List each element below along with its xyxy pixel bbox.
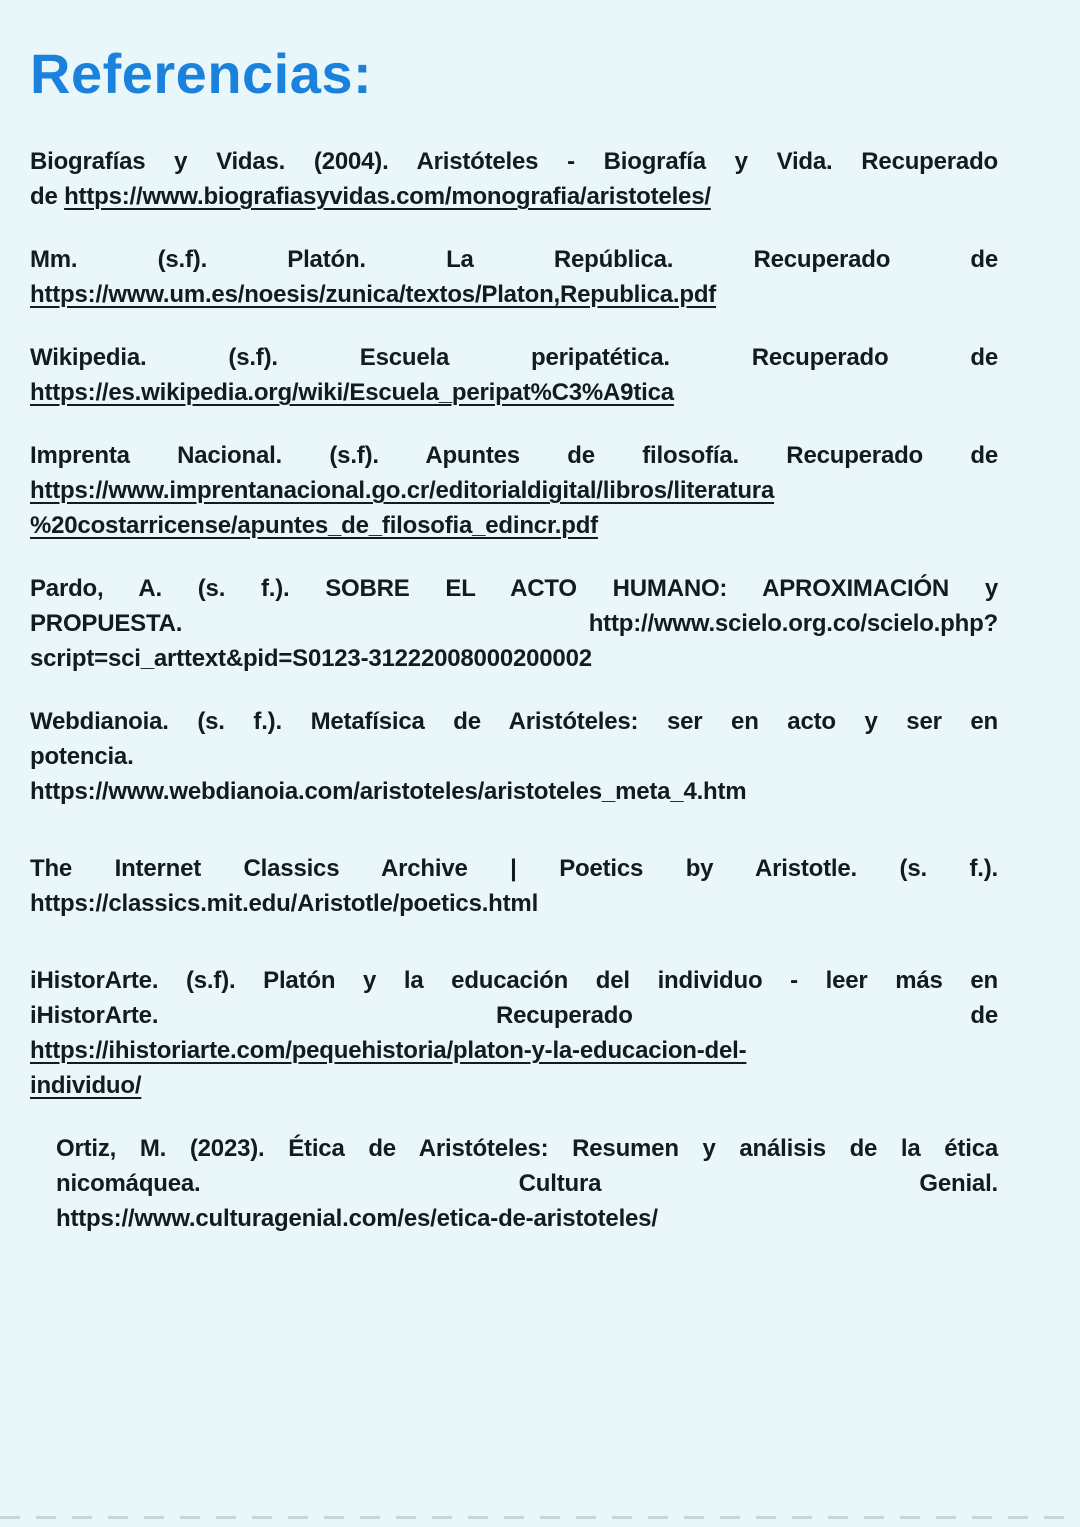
page-edge-dashes (0, 1516, 1080, 1519)
reference-line (30, 704, 998, 739)
reference-line (30, 144, 998, 179)
reference-link[interactable]: http://www.scielo.org.co/scielo.php? (588, 610, 998, 637)
reference-line (30, 242, 998, 277)
reference-line (30, 641, 998, 676)
reference-text: Webdianoia. (s. f.). Metafísica de Aristóteles: ser en acto y ser en (30, 708, 998, 735)
reference-text: iHistorArte. Recuperado de (30, 1002, 998, 1029)
reference-text: Mm. (s.f). Platón. La República. Recuperado de (30, 246, 998, 273)
reference-link[interactable]: script=sci_arttext&pid=S0123-31222008000200002 (30, 645, 592, 672)
reference-text: de (30, 183, 65, 210)
reference-text: The Internet Classics Archive | Poetics by Aristotle. (s. f.). (30, 855, 998, 882)
reference-item (30, 571, 998, 676)
reference-text: iHistorArte. (s.f). Platón y la educación del individuo - leer más en (30, 967, 998, 994)
reference-link[interactable]: https://www.biografiasyvidas.com/monografia/aristoteles/ (64, 183, 711, 210)
reference-text: Ortiz, M. (2023). Ética de Aristóteles: Resumen y análisis de la ética (56, 1135, 998, 1162)
reference-link[interactable]: https://www.imprentanacional.go.cr/editorialdigital/libros/literatura (30, 477, 775, 504)
reference-item (30, 963, 998, 1103)
reference-item (30, 340, 998, 410)
reference-line (56, 1131, 998, 1166)
reference-line (30, 1068, 998, 1103)
references-list (30, 144, 998, 1236)
reference-link[interactable]: https://ihistoriarte.com/pequehistoria/platon-y-la-educacion-del- (30, 1037, 747, 1064)
page-title: Referencias: (30, 42, 373, 105)
reference-text: Biografías y Vidas. (2004). Aristóteles - Biografía y Vida. Recuperado (30, 148, 998, 175)
reference-link[interactable]: individuo/ (30, 1072, 142, 1099)
reference-line (30, 375, 998, 410)
reference-link[interactable]: https://www.webdianoia.com/aristoteles/aristoteles_meta_4.htm (30, 778, 747, 805)
reference-text: PROPUESTA. (30, 610, 589, 637)
reference-line (30, 340, 998, 375)
reference-link[interactable]: https://es.wikipedia.org/wiki/Escuela_peripat%C3%A9tica (30, 379, 674, 406)
reference-text: Wikipedia. (s.f). Escuela peripatética. Recuperado de (30, 344, 998, 371)
reference-line (56, 1201, 998, 1236)
reference-line (30, 508, 998, 543)
reference-line (30, 571, 998, 606)
reference-item (30, 242, 998, 312)
reference-item (30, 144, 998, 214)
reference-text: Imprenta Nacional. (s.f). Apuntes de filosofía. Recuperado de (30, 442, 998, 469)
reference-link[interactable]: https://www.culturagenial.com/es/etica-de-aristoteles/ (56, 1205, 658, 1232)
reference-item (30, 1131, 998, 1236)
reference-item (30, 704, 998, 809)
reference-link[interactable]: %20costarricense/apuntes_de_filosofia_edincr.pdf (30, 512, 598, 539)
reference-line (30, 1033, 998, 1068)
reference-text: potencia. (30, 743, 134, 770)
reference-line (30, 473, 998, 508)
reference-line (30, 886, 998, 921)
reference-item (30, 438, 998, 543)
reference-link[interactable]: https://www.um.es/noesis/zunica/textos/Platon,Republica.pdf (30, 281, 717, 308)
reference-line (30, 774, 998, 809)
reference-line (30, 851, 998, 886)
reference-line (56, 1166, 998, 1201)
reference-item (30, 851, 998, 921)
reference-link[interactable]: https://classics.mit.edu/Aristotle/poetics.html (30, 890, 539, 917)
reference-line (30, 606, 998, 641)
reference-text: nicomáquea. Cultura Genial. (56, 1170, 998, 1197)
reference-line (30, 179, 998, 214)
reference-line (30, 438, 998, 473)
reference-text: Pardo, A. (s. f.). SOBRE EL ACTO HUMANO: APROXIMACIÓN y (30, 575, 998, 602)
reference-line (30, 277, 998, 312)
reference-line (30, 998, 998, 1033)
reference-line (30, 739, 998, 774)
reference-line (30, 963, 998, 998)
